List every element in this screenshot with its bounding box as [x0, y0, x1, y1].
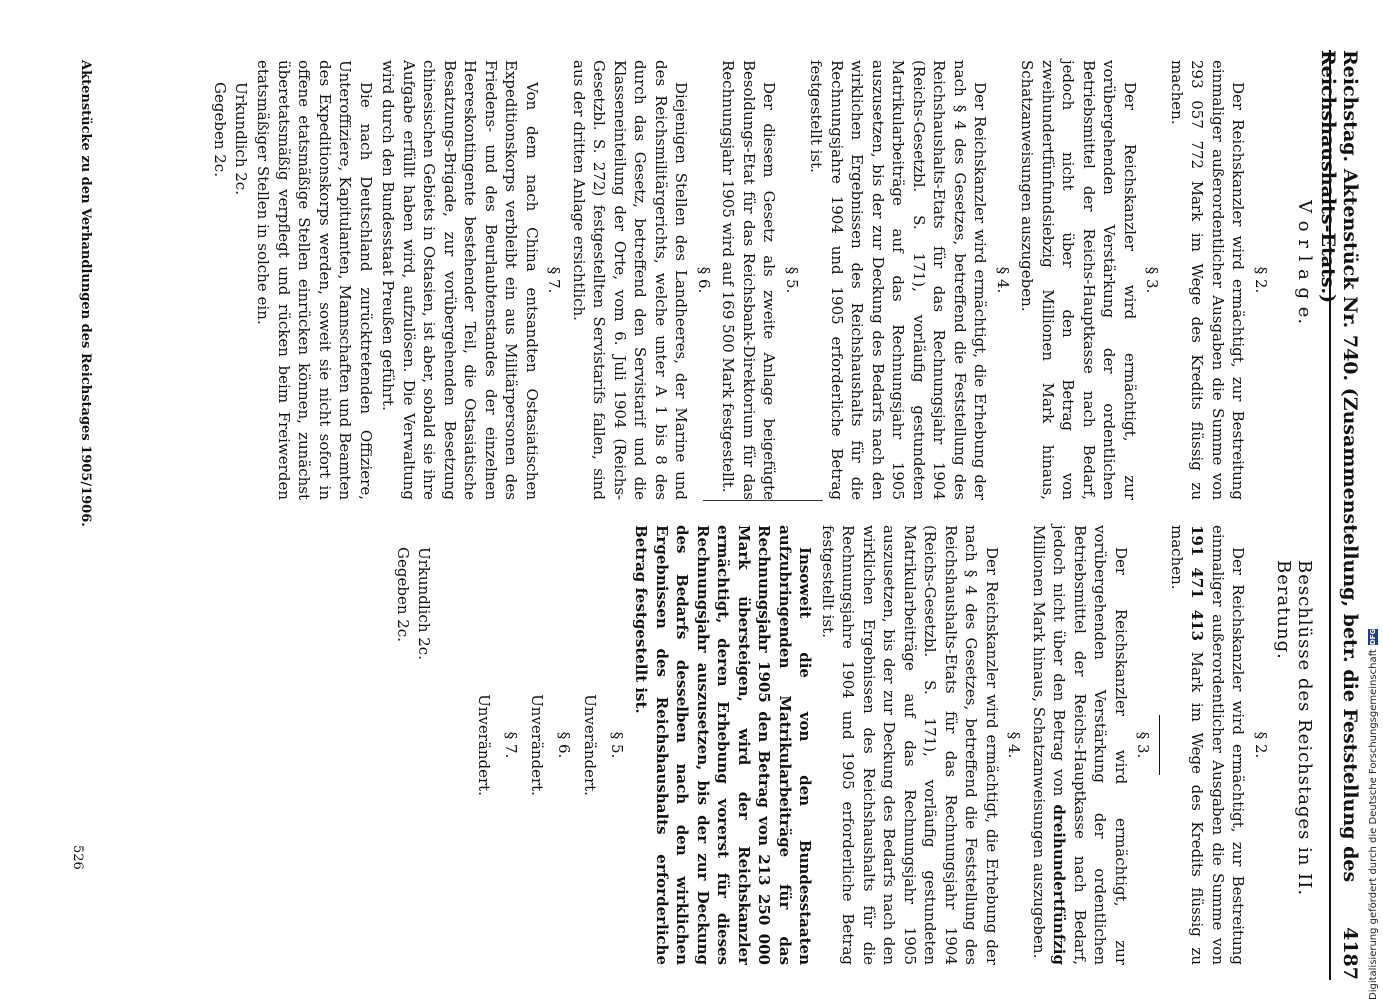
closing-gegeben: Gegeben 2c. [394, 547, 413, 642]
right-column-heading: Beschlüsse des Reichstages in II. Beratung. [1273, 560, 1315, 897]
section-2-heading: § 2. [1252, 266, 1270, 294]
section-2-text [1167, 525, 1249, 965]
section-3-text-a: Der Reichskanzler wird ermächtigt, zur vorübergehenden Verstärkung der ordentlichen Betriebsmittel der Reichs-Hauptkasse nach Bedarf, jedoch nicht über den Betrag von [1050, 525, 1130, 965]
left-column-heading: V o r l a g e. [1294, 200, 1315, 326]
page-header [1317, 50, 1365, 980]
section-2-text: Der Reichskanzler wird ermächtigt, zur Bestreitung einmaliger außerordentlicher Ausgaben die Summe von 293 057 772 Mark im Wege des Kredits flüssig zu machen. [1168, 60, 1248, 500]
right-column [393, 525, 1275, 965]
section-2-text-b: Mark im Wege des Kredits flüssig zu machen. [1168, 525, 1207, 965]
section-4-heading: § 4. [1005, 731, 1024, 759]
column-divider [703, 500, 823, 501]
page-footer-source: Aktenstücke zu den Verhandlungen des Reichstages 1905/1906. [78, 60, 93, 527]
section-5-heading: § 5. [608, 731, 626, 759]
section-3-text [1029, 525, 1132, 965]
section-7-heading: § 7. [545, 266, 564, 294]
section-7-unchanged: Unverändert. [475, 694, 494, 796]
left-column [210, 60, 1275, 500]
page-number: 4187 [1339, 927, 1361, 980]
closing-urkundlich: Urkundlich 2c. [232, 82, 250, 195]
page-header-title: Reichstag. Aktenstück Nr. 740. (Zusammenstellung, betr. die Feststellung des Reichshaushalts-Etats.) [1317, 50, 1361, 883]
section-3-text: Der Reichskanzler wird ermächtigt, zur vorübergehenden Verstärkung der ordentlichen Betriebsmittel der Reichs-Hauptkasse nach Bedarf, jedoch nicht über den Betrag von zweihundertfünfundsiebzig Millionen Mark hinaus, Schatzanweisungen auszugeben. [1018, 60, 1139, 500]
credit-text: Digitalisierung gefördert durch die Deutsche Forschungsgemeinschaft [1367, 649, 1379, 1000]
section-3-text-b: Millionen Mark hinaus, Schatzanweisungen auszugeben. [1030, 525, 1048, 959]
section-6-heading: § 6. [555, 731, 573, 759]
section-5-heading: § 5. [783, 266, 801, 294]
section-3-heading: § 3. [1143, 266, 1162, 294]
section-4-heading: § 4. [994, 266, 1012, 294]
section-5-unchanged: Unverändert. [581, 694, 600, 796]
section-4-text: Der Reichskanzler wird ermächtigt, die Erhebung der nach § 4 des Gesetzes, betreffend die Feststellung des Reichshaushalts-Etats für das Rechnungsjahr 1904 (Reichs-Gesetzbl. S. 171), vorläufig gestundeten Matrikularbeiträge auf das Rechnungsjahr 1905 auszusetzen, bis der zur Deckung des Bedarfs nach den wirklichen Ergebnissen des Reichshaushalts für die Rechnungsjahre 1904 und 1905 erforderliche Betrag festgestellt ist. [819, 525, 1001, 965]
section-6-unchanged: Unverändert. [528, 694, 547, 796]
dfg-logo-icon: DFG [1369, 628, 1377, 646]
section-3-heading: § 3. [1134, 731, 1153, 759]
section-3-amount: dreihundertfünfzig [1050, 804, 1069, 965]
section-6-heading: § 6. [695, 266, 713, 294]
sheet-number: 526 [70, 845, 85, 870]
closing-gegeben: Gegeben 2c. [211, 82, 230, 177]
section-6-text: Diejenigen Stellen des Landheeres, der Marine und des Reichsmilitärgerichts, welche unter A 1 bis 8 des durch das Gesetz, betreffend den Servistarif und die Klasseneinteilung der Orte, vom 6. Juli 1904 (Reichs-Gesetzbl. S. 272) festgestellten Servistarifs fallen, sind aus der dritten Anlage ersichtlich. [570, 60, 691, 500]
section-5-text: Der diesem Gesetz als zweite Anlage beigefügte Besoldungs-Etat für das Reichsbank-Direktorium für das Rechnungsjahr 1905 wird auf 169 500 Mark festgestellt. [719, 60, 779, 500]
section-7-text-1: Von dem nach China entsandten Ostasiatischen Expeditionskorps verbleibt ein aus Militärpersonen des Friedens- und des Beurlaubtenstandes der einzelnen Heereskontingente bestehender Teil, die Ostasiatische Besatzungs-Brigade, zur vorübergehenden Besetzung chinesischen Gebiets in Ostasien, ist aber, sobald sie ihre Aufgabe erfüllt haben wird, aufzulösen. Die Verwaltung wird durch den Bundesstaat Preußen geführt. [379, 60, 541, 500]
section-4-text: Der Reichskanzler wird ermächtigt, die Erhebung der nach § 4 des Gesetzes, betreffend die Feststellung des Reichshaushalts-Etats für das Rechnungsjahr 1904 (Reichs-Gesetzbl. S. 171), vorläufig gestundeten Matrikularbeiträge auf das Rechnungsjahr 1905 auszusetzen, bis der zur Deckung des Bedarfs nach den wirklichen Ergebnissen des Reichshaushalts für die Rechnungsjahre 1904 und 1905 erforderliche Betrag festgestellt ist. [807, 60, 990, 500]
section-2-heading: § 2. [1252, 731, 1270, 759]
section-7-text-2: Die nach Deutschland zurücktretenden Offiziere, Unteroffiziere, Kapitulanten, Mannschaften und Beamten des Expeditionskorps werden, soweit sie nicht sofort in offene etatsmäßige Stellen einrücken können, zunächst überetatsmäßig verpflegt und rücken beim Freiwerden etatsmäßiger Stellen in solche ein. [254, 60, 375, 500]
divider [1160, 715, 1161, 775]
section-7-heading: § 7. [502, 731, 520, 759]
section-2-text-a: Der Reichskanzler wird ermächtigt, zur Bestreitung einmaliger außerordentlicher Ausgaben die Summe von [1209, 525, 1248, 965]
section-4-amendment: Insoweit die von den Bundesstaaten aufzubringenden Matrikularbeiträge für das Rechnungsjahr 1905 den Betrag von 213 250 000 Mark übersteigen, wird der Reichskanzler ermächtigt, deren Erhebung vorerst für dieses Rechnungsjahr auszusetzen, bis der zur Deckung des Bedarfs desselben nach den wirklichen Ergebnissen des Reichshaushalts erforderliche Betrag festgestellt ist. [632, 525, 815, 965]
closing-urkundlich: Urkundlich 2c. [415, 547, 433, 660]
digitization-credit [1366, 628, 1380, 1000]
section-2-amount: 191 471 413 [1188, 525, 1207, 642]
